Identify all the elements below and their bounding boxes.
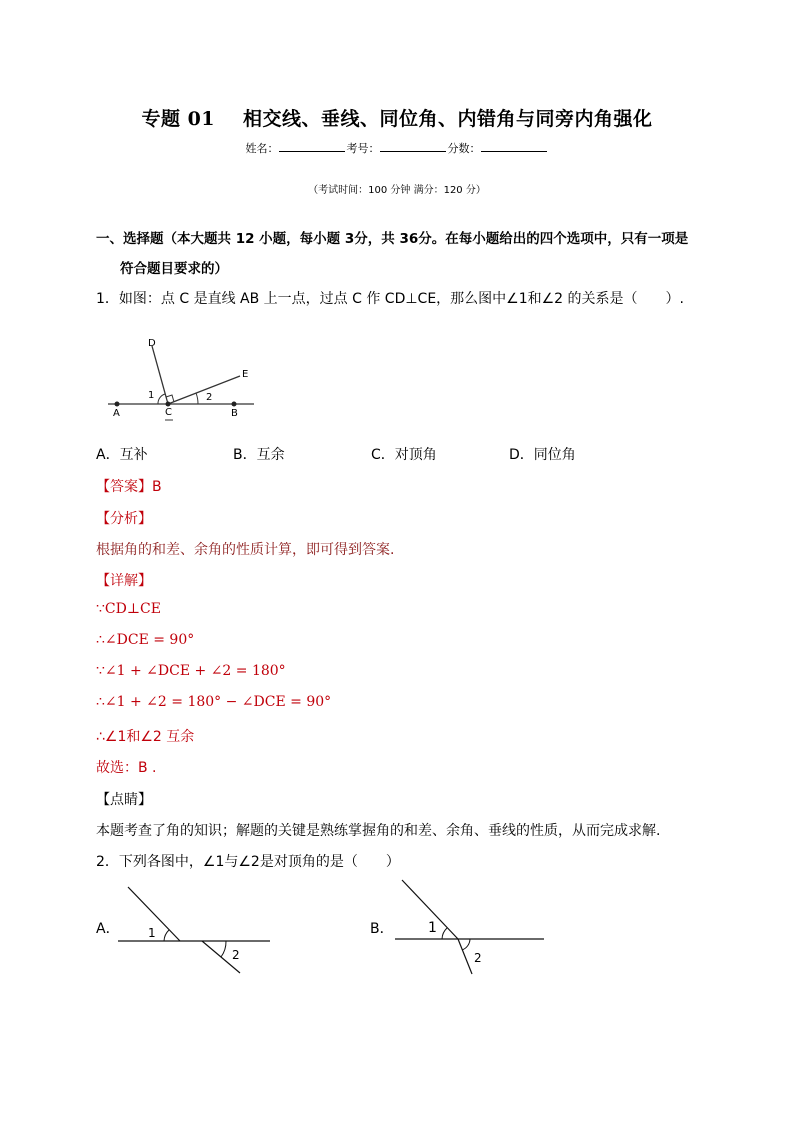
score-label: 分数：	[447, 142, 481, 155]
detail-step-6: 故选：B .	[96, 760, 157, 776]
q2-figure-a	[114, 880, 274, 976]
point-c	[166, 402, 171, 407]
detail-step-2: ∴∠DCE = 90°	[96, 632, 195, 648]
angle-2-arc	[196, 393, 198, 404]
answer-line	[96, 476, 162, 496]
answer-tag: 【答案】	[96, 479, 152, 495]
q2b-label-2: 2	[474, 951, 482, 965]
name-label: 姓名：	[245, 142, 279, 155]
detail-step-4: ∴∠1 + ∠2 = 180° − ∠DCE = 90°	[96, 694, 332, 710]
detail-step-5: ∴∠1和∠2 互余	[96, 729, 195, 745]
title-topic: 相交线、垂线、同位角、内错角与同旁内角强化	[243, 108, 653, 130]
exam-time-info: （考试时间：100 分钟 满分：120 分）	[308, 185, 486, 196]
title-prefix: 专题 01	[141, 108, 216, 130]
question-1-text: 1．如图：点 C 是直线 AB 上一点，过点 C 作 CD⊥CE，那么图中∠1和∠2 的关系是（ ）.	[96, 291, 684, 307]
label-c: C	[165, 407, 172, 418]
label-a: A	[113, 408, 120, 419]
student-info-fields	[0, 140, 794, 156]
q2b-label-1: 1	[428, 920, 437, 936]
question-1-figure	[100, 332, 270, 422]
label-e: E	[242, 369, 249, 380]
label-angle-2: 2	[206, 392, 213, 403]
name-blank[interactable]	[279, 141, 345, 152]
score-blank[interactable]	[481, 141, 547, 152]
answer-value: B	[152, 479, 162, 495]
angle-1-arc	[158, 394, 165, 404]
q2a-label-2: 2	[232, 948, 240, 962]
option-b[interactable]: B．互余	[233, 447, 285, 463]
analysis-text: 根据角的和差、余角的性质计算，即可得到答案.	[96, 542, 395, 558]
exam-no-blank[interactable]	[380, 141, 446, 152]
q2-option-b-label[interactable]: B．	[370, 921, 394, 937]
question-2-text: 2．下列各图中，∠1与∠2是对顶角的是（ ）	[96, 854, 400, 870]
section-heading: 一、选择题（本大题共 12 小题，每小题 3分，共 36分。在每小题给出的四个选项中，只有一项是	[96, 231, 689, 247]
q2-option-a-label[interactable]: A．	[96, 921, 120, 937]
comment-tag: 【点睛】	[96, 792, 152, 808]
detail-step-3: ∵∠1 + ∠DCE + ∠2 = 180°	[96, 663, 286, 679]
label-angle-1: 1	[148, 390, 155, 401]
analysis-tag: 【分析】	[96, 511, 152, 527]
exam-no-label: 考号：	[346, 142, 380, 155]
option-a[interactable]: A．互补	[96, 447, 148, 463]
detail-step-1: ∵CD⊥CE	[96, 601, 161, 617]
point-b	[232, 402, 237, 407]
label-d: D	[148, 338, 156, 349]
point-a	[115, 402, 120, 407]
q2a-label-1: 1	[148, 926, 156, 940]
ray-ce	[168, 376, 240, 404]
ray-cd	[152, 346, 168, 404]
page-title	[0, 104, 794, 131]
comment-text: 本题考查了角的知识；解题的关键是熟练掌握角的和差、余角、垂线的性质，从而完成求解.	[96, 823, 661, 839]
label-b: B	[231, 408, 238, 419]
detail-tag: 【详解】	[96, 573, 152, 589]
option-c[interactable]: C．对顶角	[371, 447, 437, 463]
section-heading-cont: 符合题目要求的）	[120, 261, 228, 277]
q2-figure-b	[390, 876, 550, 980]
option-d[interactable]: D．同位角	[509, 447, 576, 463]
